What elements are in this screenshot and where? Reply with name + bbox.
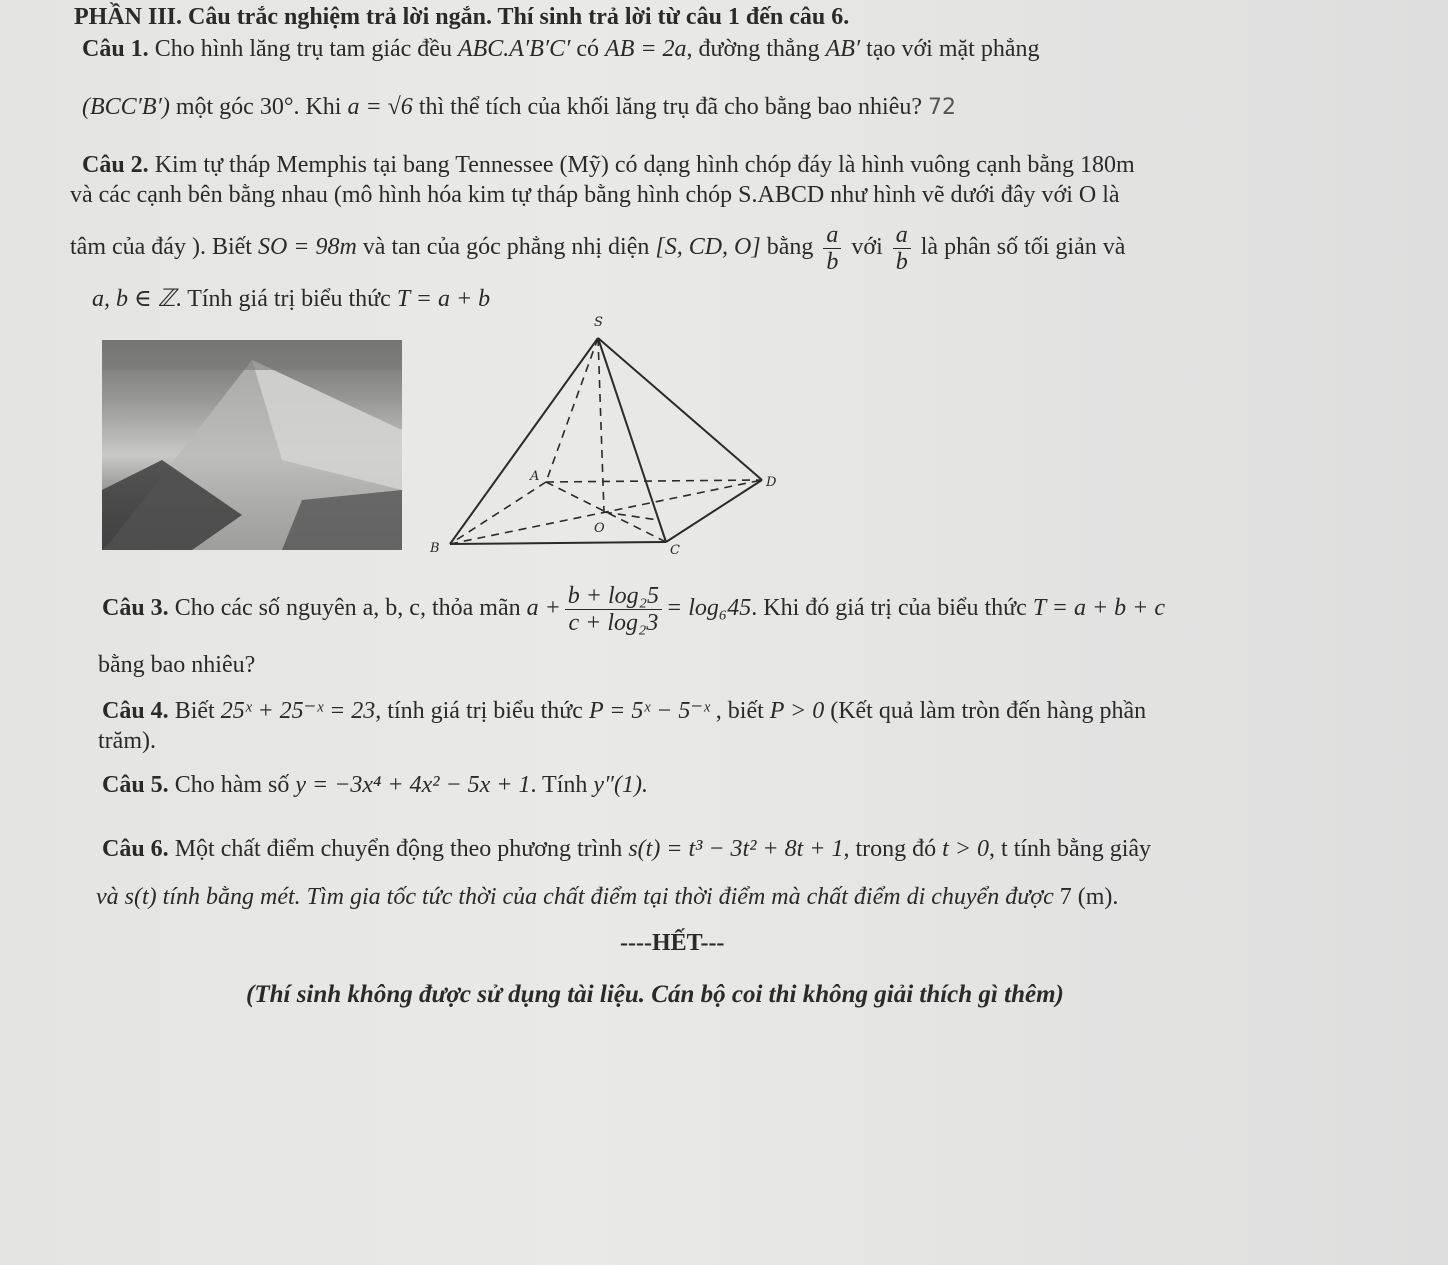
q5-target: y″(1). — [593, 772, 649, 798]
q3-line-2: bằng bao nhiêu? — [98, 652, 256, 678]
q2-line-3 — [70, 222, 1125, 275]
q6-text: , t tính bằng giây — [989, 836, 1152, 862]
label-b: B — [430, 541, 440, 556]
q5-function: y = −3x⁴ + 4x² − 5x + 1 — [295, 772, 531, 798]
q4-text: , tính giá trị biểu thức — [375, 698, 589, 724]
q2-fraction-2: $\frac{a}{b}$ — [893, 222, 911, 275]
q6-label: Câu 6. — [102, 836, 169, 862]
q1-text: một góc — [169, 94, 260, 120]
footer-note: (Thí sinh không được sử dụng tài liệu. Cán bộ coi thi không giải thích gì thêm) — [246, 981, 1064, 1008]
q4-p-expr: P = 5ˣ − 5⁻ˣ — [588, 698, 710, 724]
q1-line-1 — [82, 34, 1039, 64]
q4-line-1 — [102, 696, 1146, 726]
q3-text: . Khi đó giá trị của biểu thức — [751, 595, 1033, 622]
edge-sa — [546, 338, 598, 482]
q1-label: Câu 1. — [82, 36, 149, 62]
pyramid-diagram — [418, 310, 798, 560]
q5-text: . Tính — [530, 772, 594, 798]
handwritten-answer: 72 — [928, 95, 956, 120]
q2-label: Câu 2. — [82, 152, 149, 178]
q2-set: a, b ∈ ℤ — [92, 286, 176, 312]
q1-angle: 30° — [259, 94, 294, 120]
q3-fraction: $\frac{\text{b + log₂5}}{\text{c + log₂3}}$ — [565, 583, 662, 636]
edge-ad — [546, 480, 762, 482]
q1-text: có — [570, 36, 606, 62]
part-heading: PHẦN III. Câu trắc nghiệm trả lời ngắn. Thí sinh trả lời từ câu 1 đến câu 6. — [74, 4, 850, 30]
q2-text: tâm của đáy ). Biết — [70, 234, 258, 261]
q2-text: và tan của góc phẳng nhị diện — [356, 234, 656, 261]
q3-a-plus: a + — [526, 595, 561, 622]
q1-text: thì thể tích của khối lăng trụ đã cho bằng bao nhiêu? — [412, 94, 922, 120]
label-s: S — [594, 315, 603, 330]
edge-sb — [450, 338, 598, 544]
q1-abp: AB′ — [825, 36, 861, 62]
q1-ab: AB = 2a — [605, 36, 687, 62]
segment-om — [604, 512, 658, 520]
q3-text: Cho các số nguyên a, b, c, thỏa mãn — [168, 595, 527, 622]
q6-text: và s(t) tính bằng mét. Tìm gia tốc tức thời của chất điểm tại thời điểm mà chất điểm di chuyển được — [96, 884, 1060, 910]
q2-so: SO = 98m — [257, 234, 357, 261]
q2-expr: T = a + b — [396, 286, 491, 312]
q2-text: với — [845, 234, 889, 261]
label-o: O — [594, 521, 605, 536]
q5-text: Cho hàm số — [168, 772, 296, 798]
q4-equation: 25ˣ + 25⁻ˣ = 23 — [220, 698, 376, 724]
q1-text: , đường thẳng — [686, 36, 826, 62]
end-mark: ----HẾT--- — [620, 930, 725, 956]
q1-text: tạo với mặt phẳng — [860, 36, 1040, 62]
q2-dihedral: [S, CD, O] — [655, 234, 761, 261]
q3-rhs: = log₆45 — [666, 595, 752, 622]
q2-line-2: và các cạnh bên bằng nhau (mô hình hóa kim tự tháp bằng hình chóp S.ABCD như hình vẽ dưới đây với O là — [70, 182, 1120, 208]
q6-line-1 — [102, 834, 1151, 864]
q4-condition: P > 0 — [769, 698, 825, 724]
q2-text: Kim tự tháp Memphis tại bang Tennessee (Mỹ) có dạng hình chóp đáy là hình vuông cạnh bằng 180m — [148, 152, 1135, 178]
q3-line-1 — [102, 583, 1165, 636]
q1-text: Cho hình lăng trụ tam giác đều — [148, 36, 458, 62]
q5-label: Câu 5. — [102, 772, 169, 798]
q1-line-2 — [82, 92, 956, 123]
q6-condition: t > 0 — [942, 836, 990, 862]
edge-bc — [450, 542, 666, 544]
q6-line-2 — [96, 882, 1118, 912]
q4-label: Câu 4. — [102, 698, 169, 724]
q4-text: Biết — [168, 698, 221, 724]
q2-text: . Tính giá trị biểu thức — [175, 286, 397, 312]
q2-text: bằng — [760, 234, 820, 261]
q1-text: . Khi — [293, 94, 348, 120]
label-d: D — [766, 475, 777, 490]
q2-text: là phân số tối giản và — [914, 234, 1126, 261]
q4-text: , biết — [709, 698, 770, 724]
q6-distance: 7 (m). — [1059, 884, 1119, 910]
height-so — [598, 338, 604, 512]
q1-aval: a = √6 — [347, 94, 413, 120]
q2-fraction: $\frac{a}{b}$ — [823, 222, 841, 275]
q3-label: Câu 3. — [102, 595, 169, 622]
q6-function: s(t) = t³ − 3t² + 8t + 1 — [628, 836, 844, 862]
pyramid-photo — [102, 340, 402, 550]
q6-text: , trong đó — [843, 836, 943, 862]
q6-text: Một chất điểm chuyển động theo phương trình — [168, 836, 629, 862]
q1-prism: ABC.A′B′C′ — [457, 36, 571, 62]
q4-line-2: trăm). — [98, 728, 156, 754]
label-a: A — [530, 469, 540, 484]
q2-line-1 — [82, 150, 1135, 180]
q4-text: (Kết quả làm tròn đến hàng phần — [824, 698, 1147, 724]
q1-plane: (BCC′B′) — [82, 94, 170, 120]
q3-expr: T = a + b + c — [1032, 595, 1165, 622]
label-c: C — [670, 543, 680, 558]
q5-line-1 — [102, 770, 648, 800]
